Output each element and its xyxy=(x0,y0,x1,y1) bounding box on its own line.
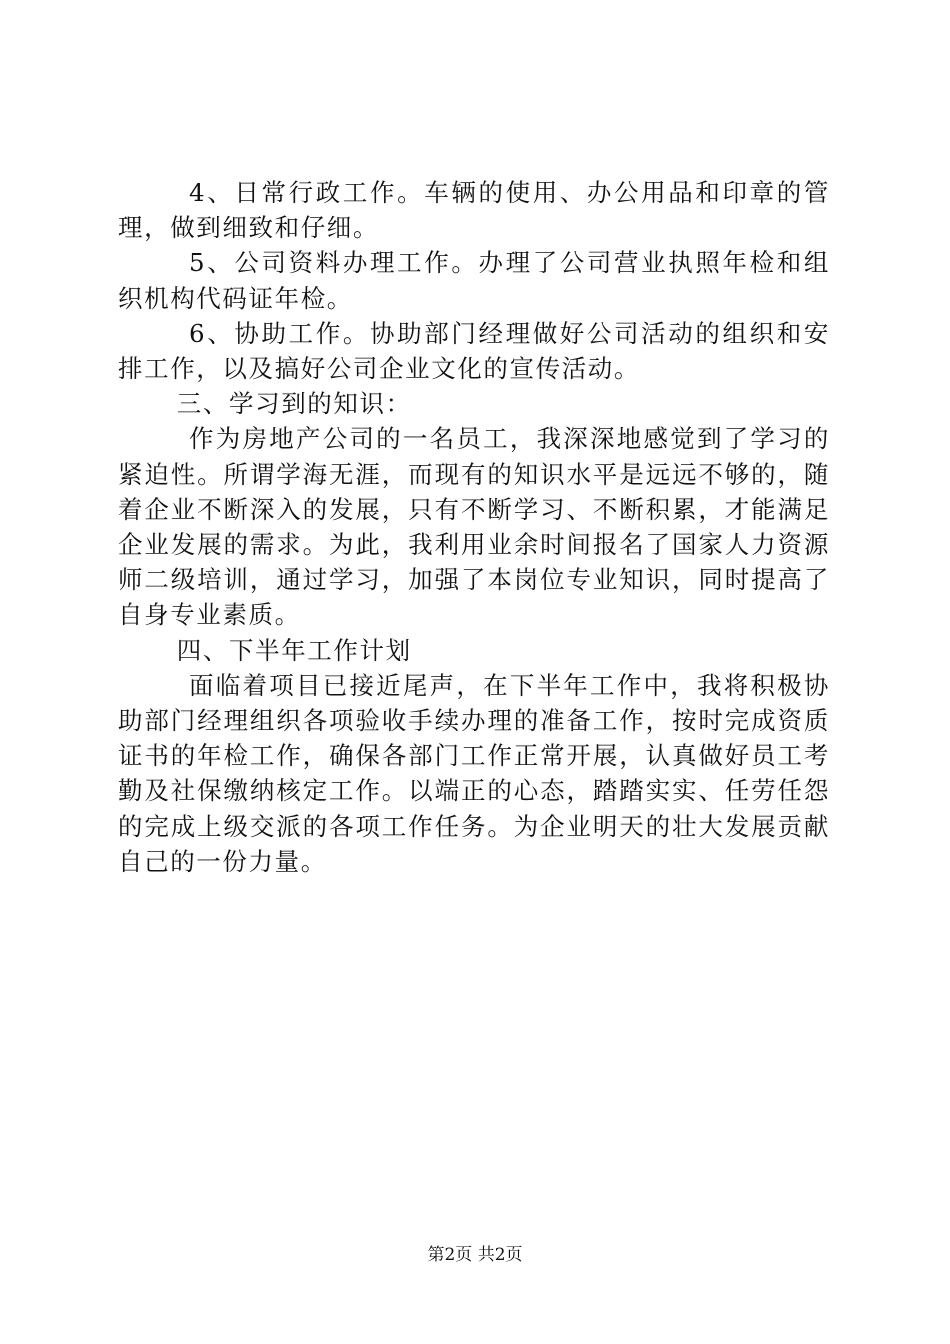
paragraph-company-documents: 5、公司资料办理工作。办理了公司营业执照年检和组织机构代码证年检。 xyxy=(118,248,830,313)
paragraph-learning: 作为房地产公司的一名员工，我深深地感觉到了学习的紧迫性。所谓学海无涯，而现有的知识水平是远远不够的，随着企业不断深入的发展，只有不断学习、不断积累，才能满足企业发展的需求。为此，我利用业余时间报名了国家人力资源师二级培训，通过学习，加强了本岗位专业知识，同时提高了自身专业素质。 xyxy=(118,424,830,630)
paragraph-assisting-work: 6、协助工作。协助部门经理做好公司活动的组织和安排工作，以及搞好公司企业文化的宣传活动。 xyxy=(118,318,830,384)
document-body xyxy=(118,175,830,879)
section-heading-knowledge-learned: 三、学习到的知识： xyxy=(176,389,412,419)
paragraph-work-plan: 面临着项目已接近尾声，在下半年工作中，我将积极协助部门经理组织各项验收手续办理的准备工作，按时完成资质证书的年检工作，确保各部门工作正常开展，认真做好员工考勤及社保缴纳核定工作。以端正的心态，踏踏实实、任劳任怨的完成上级交派的各项工作任务。为企业明天的壮大发展贡献自己的一份力量。 xyxy=(118,670,830,876)
section-heading-second-half-plan: 四、下半年工作计划 xyxy=(176,635,412,665)
page-footer: 第2页 共2页 xyxy=(427,1245,523,1265)
paragraph-daily-admin-work: 4、日常行政工作。车辆的使用、办公用品和印章的管理，做到细致和仔细。 xyxy=(118,178,830,243)
